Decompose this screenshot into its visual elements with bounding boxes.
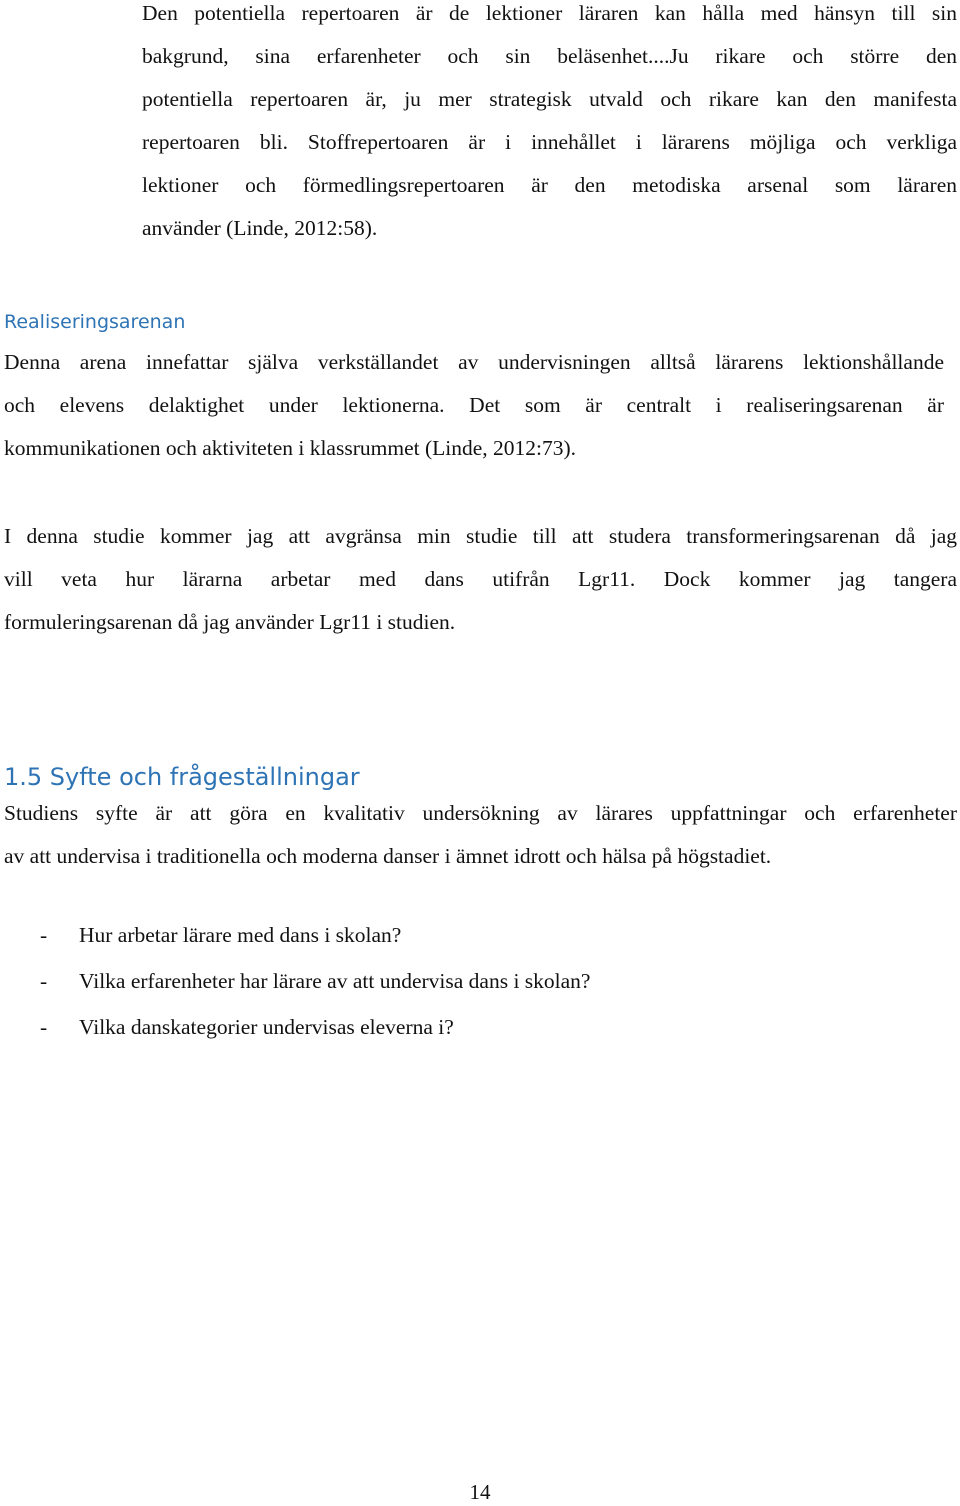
- dash-bullet: -: [40, 923, 48, 947]
- paragraph-line: lektioner och förmedlingsrepertoaren är den metodiska arsenal som läraren: [142, 173, 957, 197]
- list-item: [40, 958, 800, 1004]
- paragraph-line: I denna studie kommer jag att avgränsa min studie till att studera transformeringsarenan då jag: [4, 524, 957, 548]
- paragraph-line: potentiella repertoaren är, ju mer strategisk utvald och rikare kan den manifesta: [142, 87, 957, 111]
- section-heading-realiseringsarenan: Realiseringsarenan: [4, 311, 186, 333]
- paragraph-line: repertoaren bli. Stoffrepertoaren är i innehållet i lärarens möjliga och verkliga: [142, 130, 957, 154]
- paragraph-line: Denna arena innefattar själva verkställandet av undervisningen alltså lärarens lektionshållande: [4, 350, 944, 374]
- paragraph-line: Studiens syfte är att göra en kvalitativ undersökning av lärares uppfattningar och erfarenheter: [4, 801, 957, 825]
- question-text: Vilka erfarenheter har lärare av att undervisa dans i skolan?: [79, 969, 591, 993]
- dash-bullet: -: [40, 969, 48, 993]
- paragraph-line: formuleringsarenan då jag använder Lgr11 i studien.: [4, 610, 456, 634]
- research-questions-list: [40, 912, 800, 1050]
- section-heading-syfte: 1.5 Syfte och frågeställningar: [4, 763, 360, 791]
- paragraph-line: Den potentiella repertoaren är de lektioner läraren kan hålla med hänsyn till sin: [142, 1, 957, 25]
- paragraph-line: av att undervisa i traditionella och moderna danser i ämnet idrott och hälsa på högstadiet.: [4, 844, 772, 868]
- question-text: Vilka danskategorier undervisas eleverna i?: [79, 1015, 454, 1039]
- realiseringsarenan-paragraph: [4, 341, 944, 470]
- paragraph-line: och elevens delaktighet under lektionerna. Det som är centralt i realiseringsarenan är: [4, 393, 944, 417]
- study-delimitation-paragraph: [4, 515, 957, 644]
- page-number: 14: [469, 1480, 491, 1504]
- intro-paragraph: [142, 0, 957, 250]
- list-item: [40, 1004, 800, 1050]
- paragraph-line: bakgrund, sina erfarenheter och sin beläsenhet....Ju rikare och större den: [142, 44, 957, 68]
- paragraph-line: använder (Linde, 2012:58).: [142, 216, 378, 240]
- paragraph-line: kommunikationen och aktiviteten i klassrummet (Linde, 2012:73).: [4, 436, 577, 460]
- question-text: Hur arbetar lärare med dans i skolan?: [79, 923, 402, 947]
- dash-bullet: -: [40, 1015, 48, 1039]
- paragraph-line: vill veta hur lärarna arbetar med dans utifrån Lgr11. Dock kommer jag tangera: [4, 567, 957, 591]
- syfte-paragraph: [4, 792, 957, 878]
- list-item: [40, 912, 800, 958]
